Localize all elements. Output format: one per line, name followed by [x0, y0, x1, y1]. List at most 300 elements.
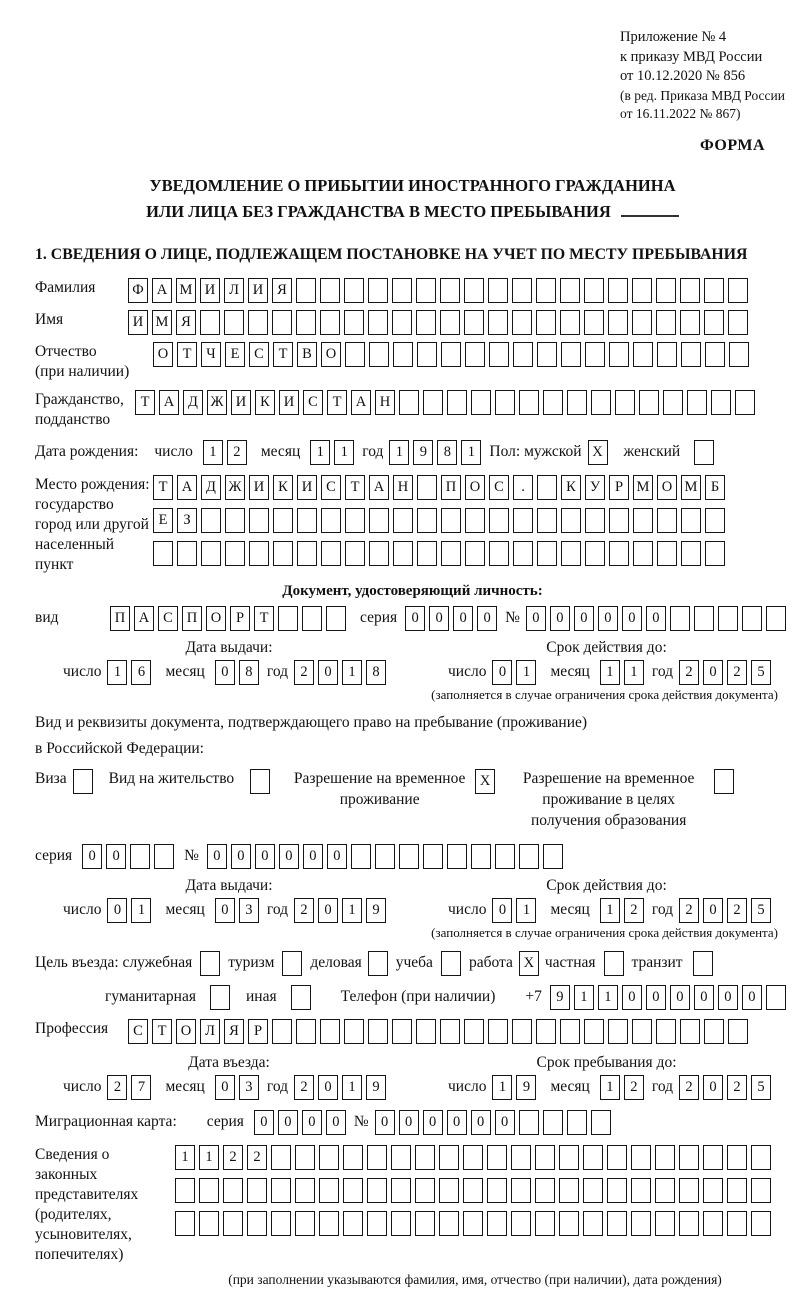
- char-cell[interactable]: Р: [248, 1019, 268, 1044]
- char-cell[interactable]: 5: [751, 660, 771, 685]
- char-cell[interactable]: [441, 342, 461, 367]
- char-cell[interactable]: [608, 1019, 628, 1044]
- checkbox-cell[interactable]: [604, 951, 624, 976]
- char-cell[interactable]: [585, 508, 605, 533]
- char-cell[interactable]: 2: [227, 440, 247, 465]
- char-cell[interactable]: И: [231, 390, 251, 415]
- char-cell[interactable]: [471, 390, 491, 415]
- char-cell[interactable]: [368, 1019, 388, 1044]
- char-cell[interactable]: [584, 1019, 604, 1044]
- char-cell[interactable]: [319, 1211, 339, 1236]
- char-cell[interactable]: [223, 1211, 243, 1236]
- char-cell[interactable]: [766, 606, 786, 631]
- char-cell[interactable]: 1: [600, 1075, 620, 1100]
- char-cell[interactable]: 1: [598, 985, 618, 1010]
- char-cell[interactable]: 9: [516, 1075, 536, 1100]
- char-cell[interactable]: [368, 310, 388, 335]
- char-cell[interactable]: [295, 1178, 315, 1203]
- char-cell[interactable]: И: [200, 278, 220, 303]
- char-cell[interactable]: [201, 541, 221, 566]
- char-cell[interactable]: [447, 390, 467, 415]
- char-cell[interactable]: [495, 844, 515, 869]
- char-cell[interactable]: [391, 1145, 411, 1170]
- char-cell[interactable]: [728, 1019, 748, 1044]
- char-cell[interactable]: [439, 1178, 459, 1203]
- char-cell[interactable]: [591, 1110, 611, 1135]
- char-cell[interactable]: [296, 310, 316, 335]
- char-cell[interactable]: [391, 1211, 411, 1236]
- char-cell[interactable]: [609, 508, 629, 533]
- char-cell[interactable]: [201, 508, 221, 533]
- char-cell[interactable]: [225, 508, 245, 533]
- char-cell[interactable]: [751, 1178, 771, 1203]
- char-cell[interactable]: 8: [437, 440, 457, 465]
- char-cell[interactable]: [537, 342, 557, 367]
- char-cell[interactable]: [369, 342, 389, 367]
- char-cell[interactable]: [681, 541, 701, 566]
- char-cell[interactable]: .: [513, 475, 533, 500]
- char-cell[interactable]: [543, 844, 563, 869]
- char-cell[interactable]: 0: [694, 985, 714, 1010]
- char-cell[interactable]: 1: [175, 1145, 195, 1170]
- char-cell[interactable]: П: [110, 606, 130, 631]
- char-cell[interactable]: [417, 475, 437, 500]
- char-cell[interactable]: П: [441, 475, 461, 500]
- char-cell[interactable]: [399, 844, 419, 869]
- char-cell[interactable]: Т: [327, 390, 347, 415]
- char-cell[interactable]: [766, 985, 786, 1010]
- char-cell[interactable]: 2: [223, 1145, 243, 1170]
- char-cell[interactable]: 0: [375, 1110, 395, 1135]
- char-cell[interactable]: [319, 1145, 339, 1170]
- char-cell[interactable]: [416, 310, 436, 335]
- char-cell[interactable]: [487, 1145, 507, 1170]
- char-cell[interactable]: Т: [135, 390, 155, 415]
- char-cell[interactable]: [320, 278, 340, 303]
- char-cell[interactable]: О: [176, 1019, 196, 1044]
- char-cell[interactable]: 9: [413, 440, 433, 465]
- char-cell[interactable]: [584, 278, 604, 303]
- char-cell[interactable]: [609, 342, 629, 367]
- char-cell[interactable]: [487, 1211, 507, 1236]
- char-cell[interactable]: О: [465, 475, 485, 500]
- char-cell[interactable]: [559, 1178, 579, 1203]
- char-cell[interactable]: 2: [727, 1075, 747, 1100]
- char-cell[interactable]: 1: [574, 985, 594, 1010]
- char-cell[interactable]: 0: [255, 844, 275, 869]
- char-cell[interactable]: [488, 278, 508, 303]
- char-cell[interactable]: 0: [574, 606, 594, 631]
- char-cell[interactable]: А: [134, 606, 154, 631]
- char-cell[interactable]: [705, 342, 725, 367]
- char-cell[interactable]: 0: [622, 606, 642, 631]
- char-cell[interactable]: С: [303, 390, 323, 415]
- char-cell[interactable]: М: [152, 310, 172, 335]
- char-cell[interactable]: [441, 508, 461, 533]
- char-cell[interactable]: [440, 278, 460, 303]
- char-cell[interactable]: [607, 1211, 627, 1236]
- char-cell[interactable]: [393, 342, 413, 367]
- char-cell[interactable]: [560, 1019, 580, 1044]
- char-cell[interactable]: А: [369, 475, 389, 500]
- char-cell[interactable]: И: [249, 475, 269, 500]
- char-cell[interactable]: 2: [679, 1075, 699, 1100]
- char-cell[interactable]: Е: [153, 508, 173, 533]
- char-cell[interactable]: [369, 508, 389, 533]
- char-cell[interactable]: 2: [679, 898, 699, 923]
- char-cell[interactable]: О: [153, 342, 173, 367]
- char-cell[interactable]: [513, 342, 533, 367]
- char-cell[interactable]: [415, 1211, 435, 1236]
- char-cell[interactable]: 0: [453, 606, 473, 631]
- char-cell[interactable]: [567, 1110, 587, 1135]
- char-cell[interactable]: Ч: [201, 342, 221, 367]
- char-cell[interactable]: [200, 310, 220, 335]
- char-cell[interactable]: [679, 1211, 699, 1236]
- char-cell[interactable]: [704, 1019, 724, 1044]
- char-cell[interactable]: [271, 1211, 291, 1236]
- char-cell[interactable]: [704, 310, 724, 335]
- char-cell[interactable]: [392, 310, 412, 335]
- char-cell[interactable]: И: [248, 278, 268, 303]
- char-cell[interactable]: [320, 310, 340, 335]
- char-cell[interactable]: [519, 844, 539, 869]
- char-cell[interactable]: [608, 278, 628, 303]
- char-cell[interactable]: [655, 1211, 675, 1236]
- char-cell[interactable]: Е: [225, 342, 245, 367]
- char-cell[interactable]: А: [177, 475, 197, 500]
- char-cell[interactable]: 1: [461, 440, 481, 465]
- char-cell[interactable]: [369, 541, 389, 566]
- char-cell[interactable]: [584, 310, 604, 335]
- char-cell[interactable]: [375, 844, 395, 869]
- char-cell[interactable]: [175, 1211, 195, 1236]
- char-cell[interactable]: [296, 278, 316, 303]
- char-cell[interactable]: [536, 1019, 556, 1044]
- char-cell[interactable]: [296, 1019, 316, 1044]
- char-cell[interactable]: [656, 278, 676, 303]
- char-cell[interactable]: И: [128, 310, 148, 335]
- char-cell[interactable]: [440, 1019, 460, 1044]
- char-cell[interactable]: [655, 1178, 675, 1203]
- char-cell[interactable]: 1: [199, 1145, 219, 1170]
- char-cell[interactable]: 8: [239, 660, 259, 685]
- char-cell[interactable]: [321, 541, 341, 566]
- checkbox-cell[interactable]: [282, 951, 302, 976]
- char-cell[interactable]: 1: [492, 1075, 512, 1100]
- char-cell[interactable]: 8: [366, 660, 386, 685]
- char-cell[interactable]: [607, 1145, 627, 1170]
- char-cell[interactable]: [536, 310, 556, 335]
- checkbox-cell[interactable]: X: [475, 769, 495, 794]
- char-cell[interactable]: [416, 1019, 436, 1044]
- char-cell[interactable]: [343, 1178, 363, 1203]
- char-cell[interactable]: [591, 390, 611, 415]
- char-cell[interactable]: 0: [107, 898, 127, 923]
- char-cell[interactable]: [560, 278, 580, 303]
- char-cell[interactable]: 0: [703, 660, 723, 685]
- char-cell[interactable]: 0: [492, 660, 512, 685]
- char-cell[interactable]: 0: [318, 1075, 338, 1100]
- char-cell[interactable]: [513, 508, 533, 533]
- char-cell[interactable]: [513, 541, 533, 566]
- char-cell[interactable]: Р: [609, 475, 629, 500]
- char-cell[interactable]: [368, 278, 388, 303]
- char-cell[interactable]: [687, 390, 707, 415]
- char-cell[interactable]: [344, 1019, 364, 1044]
- char-cell[interactable]: [711, 390, 731, 415]
- char-cell[interactable]: [392, 278, 412, 303]
- char-cell[interactable]: [345, 508, 365, 533]
- char-cell[interactable]: [225, 541, 245, 566]
- char-cell[interactable]: [344, 310, 364, 335]
- char-cell[interactable]: Р: [230, 606, 250, 631]
- char-cell[interactable]: 1: [516, 898, 536, 923]
- char-cell[interactable]: 2: [624, 1075, 644, 1100]
- char-cell[interactable]: [561, 541, 581, 566]
- char-cell[interactable]: [399, 390, 419, 415]
- char-cell[interactable]: [248, 310, 268, 335]
- char-cell[interactable]: Я: [272, 278, 292, 303]
- char-cell[interactable]: [463, 1211, 483, 1236]
- char-cell[interactable]: 2: [294, 1075, 314, 1100]
- char-cell[interactable]: Л: [200, 1019, 220, 1044]
- char-cell[interactable]: [464, 310, 484, 335]
- char-cell[interactable]: 6: [131, 660, 151, 685]
- char-cell[interactable]: [728, 278, 748, 303]
- char-cell[interactable]: [465, 508, 485, 533]
- char-cell[interactable]: [632, 1019, 652, 1044]
- char-cell[interactable]: [367, 1145, 387, 1170]
- char-cell[interactable]: 1: [516, 660, 536, 685]
- char-cell[interactable]: П: [182, 606, 202, 631]
- char-cell[interactable]: 0: [598, 606, 618, 631]
- char-cell[interactable]: [535, 1145, 555, 1170]
- char-cell[interactable]: [681, 342, 701, 367]
- char-cell[interactable]: [632, 310, 652, 335]
- char-cell[interactable]: [705, 541, 725, 566]
- char-cell[interactable]: [727, 1145, 747, 1170]
- char-cell[interactable]: К: [255, 390, 275, 415]
- char-cell[interactable]: [489, 342, 509, 367]
- char-cell[interactable]: 1: [334, 440, 354, 465]
- char-cell[interactable]: [511, 1211, 531, 1236]
- char-cell[interactable]: 3: [239, 1075, 259, 1100]
- char-cell[interactable]: [441, 541, 461, 566]
- char-cell[interactable]: [511, 1145, 531, 1170]
- char-cell[interactable]: [751, 1211, 771, 1236]
- char-cell[interactable]: [273, 541, 293, 566]
- char-cell[interactable]: [465, 342, 485, 367]
- char-cell[interactable]: О: [321, 342, 341, 367]
- char-cell[interactable]: 1: [310, 440, 330, 465]
- char-cell[interactable]: 1: [342, 1075, 362, 1100]
- char-cell[interactable]: С: [321, 475, 341, 500]
- char-cell[interactable]: [199, 1211, 219, 1236]
- char-cell[interactable]: 0: [326, 1110, 346, 1135]
- char-cell[interactable]: Я: [176, 310, 196, 335]
- char-cell[interactable]: 2: [294, 898, 314, 923]
- char-cell[interactable]: [415, 1145, 435, 1170]
- char-cell[interactable]: [326, 606, 346, 631]
- char-cell[interactable]: [392, 1019, 412, 1044]
- char-cell[interactable]: Д: [183, 390, 203, 415]
- char-cell[interactable]: [512, 310, 532, 335]
- char-cell[interactable]: [463, 1178, 483, 1203]
- char-cell[interactable]: [295, 1211, 315, 1236]
- char-cell[interactable]: Ж: [207, 390, 227, 415]
- char-cell[interactable]: [272, 310, 292, 335]
- char-cell[interactable]: [535, 1211, 555, 1236]
- char-cell[interactable]: [223, 1178, 243, 1203]
- char-cell[interactable]: [273, 508, 293, 533]
- char-cell[interactable]: 0: [550, 606, 570, 631]
- char-cell[interactable]: [391, 1178, 411, 1203]
- char-cell[interactable]: [249, 541, 269, 566]
- char-cell[interactable]: [247, 1178, 267, 1203]
- char-cell[interactable]: [345, 541, 365, 566]
- char-cell[interactable]: 0: [471, 1110, 491, 1135]
- char-cell[interactable]: Т: [273, 342, 293, 367]
- char-cell[interactable]: [729, 342, 749, 367]
- char-cell[interactable]: С: [158, 606, 178, 631]
- checkbox-cell[interactable]: [693, 951, 713, 976]
- char-cell[interactable]: [464, 278, 484, 303]
- char-cell[interactable]: [703, 1178, 723, 1203]
- char-cell[interactable]: [583, 1178, 603, 1203]
- char-cell[interactable]: [343, 1211, 363, 1236]
- char-cell[interactable]: И: [279, 390, 299, 415]
- char-cell[interactable]: [655, 1145, 675, 1170]
- char-cell[interactable]: [742, 606, 762, 631]
- checkbox-cell[interactable]: [694, 440, 714, 465]
- char-cell[interactable]: [271, 1145, 291, 1170]
- char-cell[interactable]: Ф: [128, 278, 148, 303]
- char-cell[interactable]: [495, 390, 515, 415]
- char-cell[interactable]: [633, 541, 653, 566]
- char-cell[interactable]: [439, 1211, 459, 1236]
- checkbox-cell[interactable]: [714, 769, 734, 794]
- char-cell[interactable]: [537, 475, 557, 500]
- char-cell[interactable]: [344, 278, 364, 303]
- checkbox-cell[interactable]: [73, 769, 93, 794]
- char-cell[interactable]: [249, 508, 269, 533]
- char-cell[interactable]: [417, 342, 437, 367]
- char-cell[interactable]: [656, 310, 676, 335]
- char-cell[interactable]: [631, 1178, 651, 1203]
- char-cell[interactable]: [511, 1178, 531, 1203]
- char-cell[interactable]: Т: [254, 606, 274, 631]
- char-cell[interactable]: С: [489, 475, 509, 500]
- char-cell[interactable]: [343, 1145, 363, 1170]
- char-cell[interactable]: [489, 508, 509, 533]
- char-cell[interactable]: [657, 541, 677, 566]
- char-cell[interactable]: [735, 390, 755, 415]
- checkbox-cell[interactable]: [441, 951, 461, 976]
- char-cell[interactable]: [175, 1178, 195, 1203]
- char-cell[interactable]: 0: [423, 1110, 443, 1135]
- char-cell[interactable]: [535, 1178, 555, 1203]
- char-cell[interactable]: М: [681, 475, 701, 500]
- char-cell[interactable]: [272, 1019, 292, 1044]
- char-cell[interactable]: [607, 1178, 627, 1203]
- char-cell[interactable]: 0: [215, 898, 235, 923]
- char-cell[interactable]: [615, 390, 635, 415]
- checkbox-cell[interactable]: [291, 985, 311, 1010]
- char-cell[interactable]: [633, 508, 653, 533]
- char-cell[interactable]: 2: [727, 898, 747, 923]
- char-cell[interactable]: 0: [429, 606, 449, 631]
- char-cell[interactable]: О: [657, 475, 677, 500]
- char-cell[interactable]: [512, 278, 532, 303]
- char-cell[interactable]: Т: [345, 475, 365, 500]
- char-cell[interactable]: 0: [207, 844, 227, 869]
- char-cell[interactable]: [718, 606, 738, 631]
- char-cell[interactable]: 1: [600, 898, 620, 923]
- char-cell[interactable]: 9: [550, 985, 570, 1010]
- checkbox-cell[interactable]: [210, 985, 230, 1010]
- char-cell[interactable]: 0: [742, 985, 762, 1010]
- char-cell[interactable]: [471, 844, 491, 869]
- char-cell[interactable]: А: [159, 390, 179, 415]
- char-cell[interactable]: [631, 1211, 651, 1236]
- char-cell[interactable]: 1: [342, 898, 362, 923]
- char-cell[interactable]: Д: [201, 475, 221, 500]
- char-cell[interactable]: 2: [727, 660, 747, 685]
- char-cell[interactable]: [153, 541, 173, 566]
- char-cell[interactable]: 0: [303, 844, 323, 869]
- char-cell[interactable]: [512, 1019, 532, 1044]
- char-cell[interactable]: [447, 844, 467, 869]
- char-cell[interactable]: [488, 1019, 508, 1044]
- char-cell[interactable]: [670, 606, 690, 631]
- char-cell[interactable]: 0: [646, 985, 666, 1010]
- char-cell[interactable]: 5: [751, 898, 771, 923]
- char-cell[interactable]: [489, 541, 509, 566]
- char-cell[interactable]: [680, 278, 700, 303]
- char-cell[interactable]: 0: [82, 844, 102, 869]
- char-cell[interactable]: [417, 508, 437, 533]
- char-cell[interactable]: [464, 1019, 484, 1044]
- char-cell[interactable]: 0: [215, 660, 235, 685]
- char-cell[interactable]: [609, 541, 629, 566]
- char-cell[interactable]: [439, 1145, 459, 1170]
- char-cell[interactable]: [440, 310, 460, 335]
- char-cell[interactable]: [705, 508, 725, 533]
- char-cell[interactable]: 1: [624, 660, 644, 685]
- char-cell[interactable]: 0: [622, 985, 642, 1010]
- char-cell[interactable]: 0: [703, 1075, 723, 1100]
- char-cell[interactable]: [585, 342, 605, 367]
- char-cell[interactable]: [295, 1145, 315, 1170]
- char-cell[interactable]: [727, 1178, 747, 1203]
- char-cell[interactable]: [632, 278, 652, 303]
- char-cell[interactable]: [488, 310, 508, 335]
- char-cell[interactable]: Т: [153, 475, 173, 500]
- char-cell[interactable]: У: [585, 475, 605, 500]
- char-cell[interactable]: [297, 508, 317, 533]
- char-cell[interactable]: 0: [718, 985, 738, 1010]
- char-cell[interactable]: [703, 1145, 723, 1170]
- char-cell[interactable]: О: [206, 606, 226, 631]
- char-cell[interactable]: 1: [600, 660, 620, 685]
- char-cell[interactable]: [703, 1211, 723, 1236]
- char-cell[interactable]: Б: [705, 475, 725, 500]
- char-cell[interactable]: [302, 606, 322, 631]
- char-cell[interactable]: 2: [107, 1075, 127, 1100]
- char-cell[interactable]: 0: [302, 1110, 322, 1135]
- char-cell[interactable]: 0: [254, 1110, 274, 1135]
